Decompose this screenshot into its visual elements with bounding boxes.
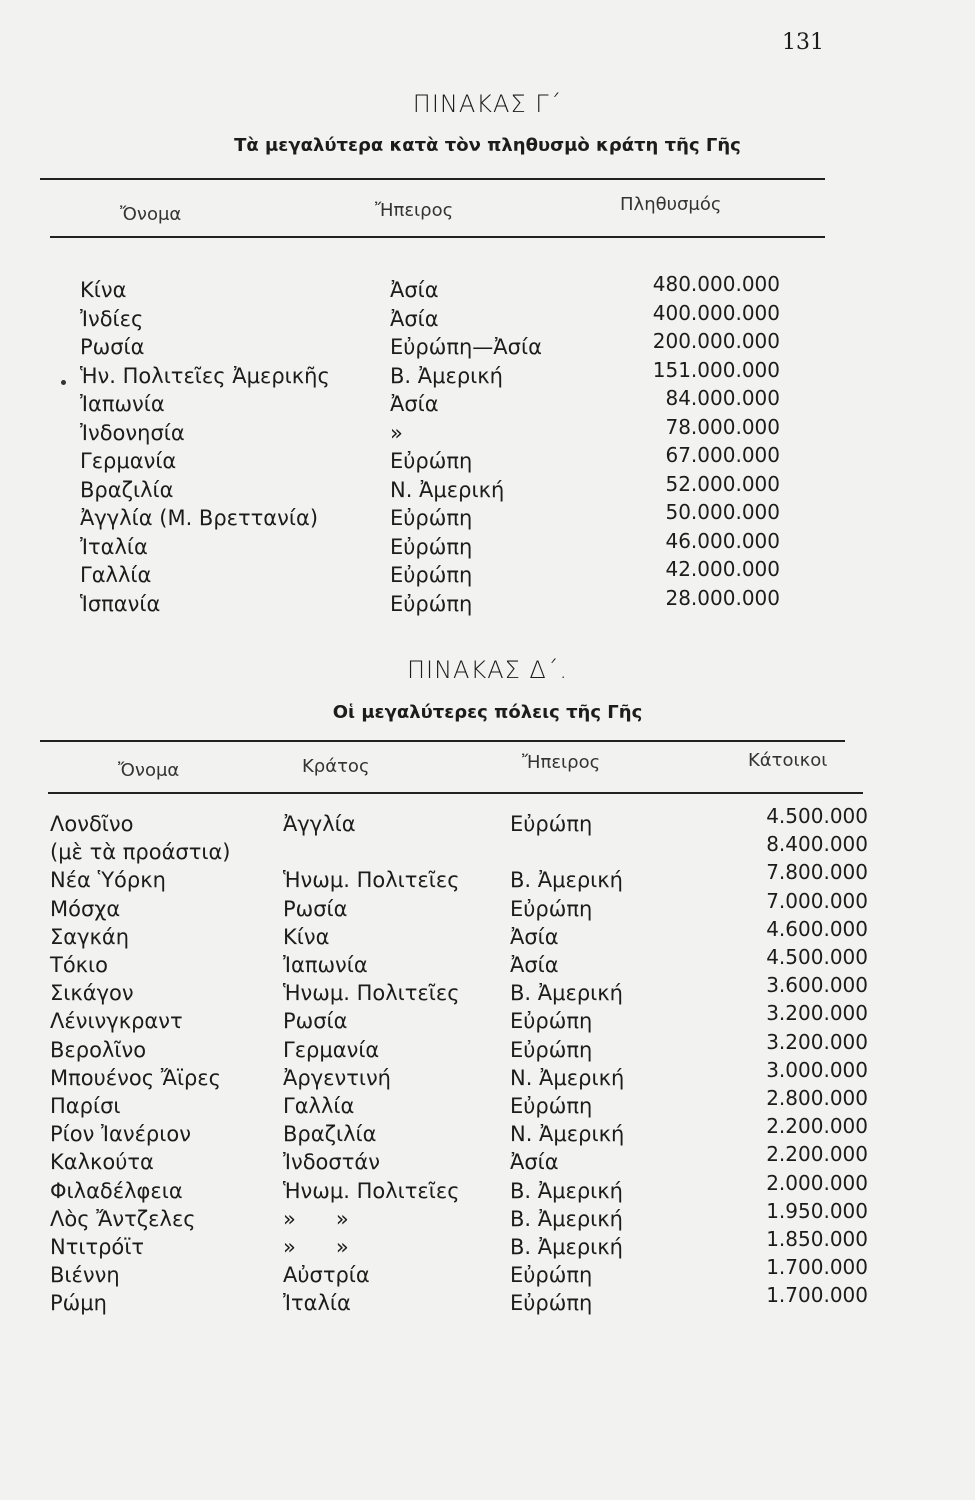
table-d-cell-inhabitants: 3.600.000 — [766, 973, 868, 998]
table-d-cell-state: Ἰαπωνία — [283, 953, 368, 977]
table-c-header-population: Πληθυσμός — [620, 194, 722, 215]
table-c-cell-population: 67.000.000 — [665, 443, 780, 467]
table-d-cell-continent: Ἀσία — [510, 953, 559, 977]
table-d-cell-state: » » — [283, 1206, 349, 1231]
table-d-cell-state: Ἀργεντινή — [283, 1065, 391, 1090]
table-c-cell-continent: Εὐρώπη — [390, 563, 473, 587]
table-d-cell-inhabitants: 2.200.000 — [766, 1114, 868, 1139]
table-c-header-name: Ὄνομα — [120, 204, 182, 225]
table-d-cell-name: Βιέννη — [50, 1263, 120, 1288]
table-c-row — [0, 528, 975, 563]
table-c-cell-continent: Ἀσία — [390, 278, 439, 302]
table-c-subtitle: Τὰ μεγαλύτερα κατὰ τὸν πληθυσμὸ κράτη τῆς Γῆς — [234, 135, 741, 156]
table-d-cell-continent: Β. Ἀμερική — [510, 1206, 623, 1231]
table-c-row — [0, 386, 975, 420]
table-c-cell-population: 84.000.000 — [665, 386, 780, 410]
table-c-cell-name: Βραζιλία — [80, 477, 174, 502]
table-d-header-rule — [48, 792, 863, 794]
table-d-cell-state: Ἡνωμ. Πολιτεῖες — [283, 1178, 460, 1203]
table-d-cell-state: Γερμανία — [283, 1037, 380, 1062]
table-d-cell-name: Ρίον Ἰανέριον — [50, 1122, 191, 1147]
table-d-cell-name: Σικάγον — [50, 981, 134, 1006]
table-d-cell-name: Βερολῖνο — [50, 1037, 147, 1062]
bullet-mark — [61, 380, 66, 385]
table-c-cell-continent: Ἀσία — [390, 392, 439, 416]
table-d-cell-continent: Ν. Ἀμερική — [510, 1065, 625, 1090]
table-d-cell-name: Παρίσι — [50, 1094, 121, 1118]
table-c-cell-continent: Εὐρώπη — [390, 591, 473, 616]
table-c-cell-population: 52.000.000 — [665, 471, 780, 496]
table-d-cell-inhabitants: 1.700.000 — [766, 1255, 868, 1280]
table-c-cell-population: 200.000.000 — [652, 329, 780, 353]
table-d-cell-inhabitants: 3.200.000 — [766, 1029, 868, 1054]
table-c-cell-name: Ἱσπανία — [80, 591, 161, 616]
table-d-header-state: Κράτος — [302, 756, 370, 777]
table-d-cell-inhabitants: 4.600.000 — [766, 916, 868, 941]
table-c-row — [0, 500, 975, 534]
table-c-header-continent: Ἤπειρος — [375, 200, 454, 221]
table-d-row — [0, 1283, 975, 1319]
table-c-cell-name: Ἀγγλία (Μ. Βρεττανία) — [80, 506, 319, 530]
table-c-cell-name: Γερμανία — [80, 449, 177, 473]
table-d-cell-continent: Εὐρώπη — [510, 812, 593, 836]
table-c-cell-population: 28.000.000 — [665, 585, 780, 610]
table-c-cell-continent: Εὐρώπη — [390, 506, 473, 530]
table-d-cell-state: Ἡνωμ. Πολιτεῖες — [283, 868, 460, 893]
page-number: 131 — [782, 30, 824, 55]
table-d-cell-name: Μόσχα — [50, 896, 121, 921]
table-c-cell-name: Ἰαπωνία — [80, 392, 165, 416]
table-c-cell-name: Ἰνδίες — [80, 306, 144, 331]
table-d-cell-inhabitants: 8.400.000 — [766, 832, 868, 857]
table-d-cell-inhabitants: 2.200.000 — [766, 1142, 868, 1167]
table-c-row — [0, 272, 975, 306]
table-c-cell-name: Γαλλία — [80, 563, 152, 587]
table-c-header-rule — [50, 236, 825, 238]
table-c-cell-population: 151.000.000 — [652, 357, 780, 382]
table-d-cell-continent: Εὐρώπη — [510, 1009, 593, 1034]
table-d-cell-continent: Β. Ἀμερική — [510, 1178, 623, 1203]
table-c-cell-population: 50.000.000 — [665, 500, 780, 524]
table-d-cell-name: Σαγκάη — [50, 924, 130, 949]
table-c-cell-name: Ἰνδονησία — [80, 420, 185, 445]
table-c-cell-population: 400.000.000 — [652, 300, 780, 325]
table-c-row — [0, 329, 975, 363]
table-d-cell-name: Καλκούτα — [50, 1150, 154, 1175]
table-d-cell-name: Μπουένος Ἄϊρες — [50, 1065, 221, 1090]
table-d-subtitle: Οἱ μεγαλύτερες πόλεις τῆς Γῆς — [332, 702, 643, 723]
table-d-top-rule — [40, 740, 845, 742]
table-c-cell-continent: Εὐρώπη — [390, 534, 473, 559]
table-d-cell-name: Λένινγκραντ — [50, 1009, 183, 1034]
table-d-cell-state: Βραζιλία — [283, 1122, 377, 1147]
table-d-cell-state: Κίνα — [283, 924, 330, 949]
table-c-cell-continent: Β. Ἀμερική — [390, 363, 503, 388]
table-d-header-continent: Ἤπειρος — [522, 752, 601, 773]
table-d-cell-name: Φιλαδέλφεια — [50, 1178, 183, 1203]
table-c-row — [0, 300, 975, 335]
table-d-cell-inhabitants: 3.000.000 — [766, 1057, 868, 1082]
table-c-top-rule — [40, 178, 825, 180]
table-c-cell-population: 78.000.000 — [665, 414, 780, 439]
table-c-cell-population: 46.000.000 — [665, 528, 780, 553]
table-d-cell-inhabitants: 1.850.000 — [766, 1227, 868, 1251]
table-d-cell-name: Ρώμη — [50, 1291, 107, 1316]
table-d-cell-state: Ρωσία — [283, 896, 348, 921]
table-d-cell-continent: Ν. Ἀμερική — [510, 1122, 625, 1147]
table-c-row — [0, 414, 975, 449]
table-d-cell-name: Λὸς Ἄντζελες — [50, 1206, 196, 1231]
table-d-cell-state: » » — [283, 1235, 349, 1259]
table-d-cell-continent: Β. Ἀμερική — [510, 1235, 623, 1259]
table-d-cell-continent: Ἀσία — [510, 924, 559, 949]
table-d-cell-name: (μὲ τὰ προάστια) — [50, 840, 231, 865]
table-d-cell-inhabitants: 2.800.000 — [766, 1086, 868, 1110]
table-c-cell-continent: Ν. Ἀμερική — [390, 477, 505, 502]
table-d-cell-continent: Ἀσία — [510, 1150, 559, 1175]
table-d-cell-name: Νέα Ὑόρκη — [50, 868, 166, 893]
table-d-cell-continent: Β. Ἀμερική — [510, 868, 623, 893]
table-d-header-inhabitants: Κάτοικοι — [748, 750, 828, 771]
table-c-row — [0, 471, 975, 506]
table-c-cell-population: 42.000.000 — [665, 557, 780, 581]
table-d-cell-continent: Β. Ἀμερική — [510, 981, 623, 1006]
table-c-cell-continent: » — [390, 420, 403, 445]
table-c-cell-name: Ρωσία — [80, 335, 145, 359]
table-d-cell-inhabitants: 4.500.000 — [766, 945, 868, 969]
table-c-cell-name: Ἡν. Πολιτεῖες Ἀμερικῆς — [80, 363, 330, 388]
table-d-cell-state: Ἰνδοστάν — [283, 1150, 380, 1175]
table-d-cell-state: Ἡνωμ. Πολιτεῖες — [283, 981, 460, 1006]
table-c-cell-continent: Εὐρώπη—Ἀσία — [390, 335, 542, 359]
table-d-cell-inhabitants: 4.500.000 — [766, 804, 868, 828]
table-c-row — [0, 557, 975, 591]
table-d-cell-inhabitants: 7.800.000 — [766, 860, 868, 885]
table-d-cell-inhabitants: 1.950.000 — [766, 1198, 868, 1223]
table-c-row — [0, 357, 975, 392]
table-d-cell-inhabitants: 3.200.000 — [766, 1001, 868, 1026]
table-d-cell-name: Ντιτρόϊτ — [50, 1235, 145, 1259]
table-c-title: ΠΙΝΑΚΑΣ Γ΄ — [412, 90, 563, 118]
table-d-cell-inhabitants: 7.000.000 — [766, 888, 868, 913]
table-d-title: ΠΙΝΑΚΑΣ Δ΄. — [406, 656, 569, 684]
table-d-cell-continent: Εὐρώπη — [510, 1291, 593, 1316]
table-d-cell-continent: Εὐρώπη — [510, 1037, 593, 1062]
table-d-cell-name: Τόκιο — [50, 953, 109, 977]
table-d-cell-continent: Εὐρώπη — [510, 1094, 593, 1118]
table-c-row — [0, 585, 975, 620]
table-c-cell-name: Κίνα — [80, 278, 127, 302]
table-d-cell-inhabitants: 2.000.000 — [766, 1170, 868, 1195]
table-c-row — [0, 443, 975, 477]
table-c-cell-population: 480.000.000 — [652, 272, 780, 296]
table-c-cell-name: Ἰταλία — [80, 534, 148, 559]
table-d-cell-continent: Εὐρώπη — [510, 1263, 593, 1288]
table-d-cell-inhabitants: 1.700.000 — [766, 1283, 868, 1308]
table-c-cell-continent: Ἀσία — [390, 306, 439, 331]
table-c-cell-continent: Εὐρώπη — [390, 449, 473, 473]
table-d-header-name: Ὄνομα — [118, 760, 180, 781]
table-d-cell-state: Ἰταλία — [283, 1291, 351, 1316]
table-d-cell-state: Γαλλία — [283, 1094, 355, 1118]
table-d-cell-continent: Εὐρώπη — [510, 896, 593, 921]
table-d-cell-state: Ρωσία — [283, 1009, 348, 1034]
table-d-cell-state: Ἀγγλία — [283, 812, 356, 836]
table-d-cell-name: Λονδῖνο — [50, 812, 134, 836]
table-d-cell-state: Αὐστρία — [283, 1263, 370, 1288]
